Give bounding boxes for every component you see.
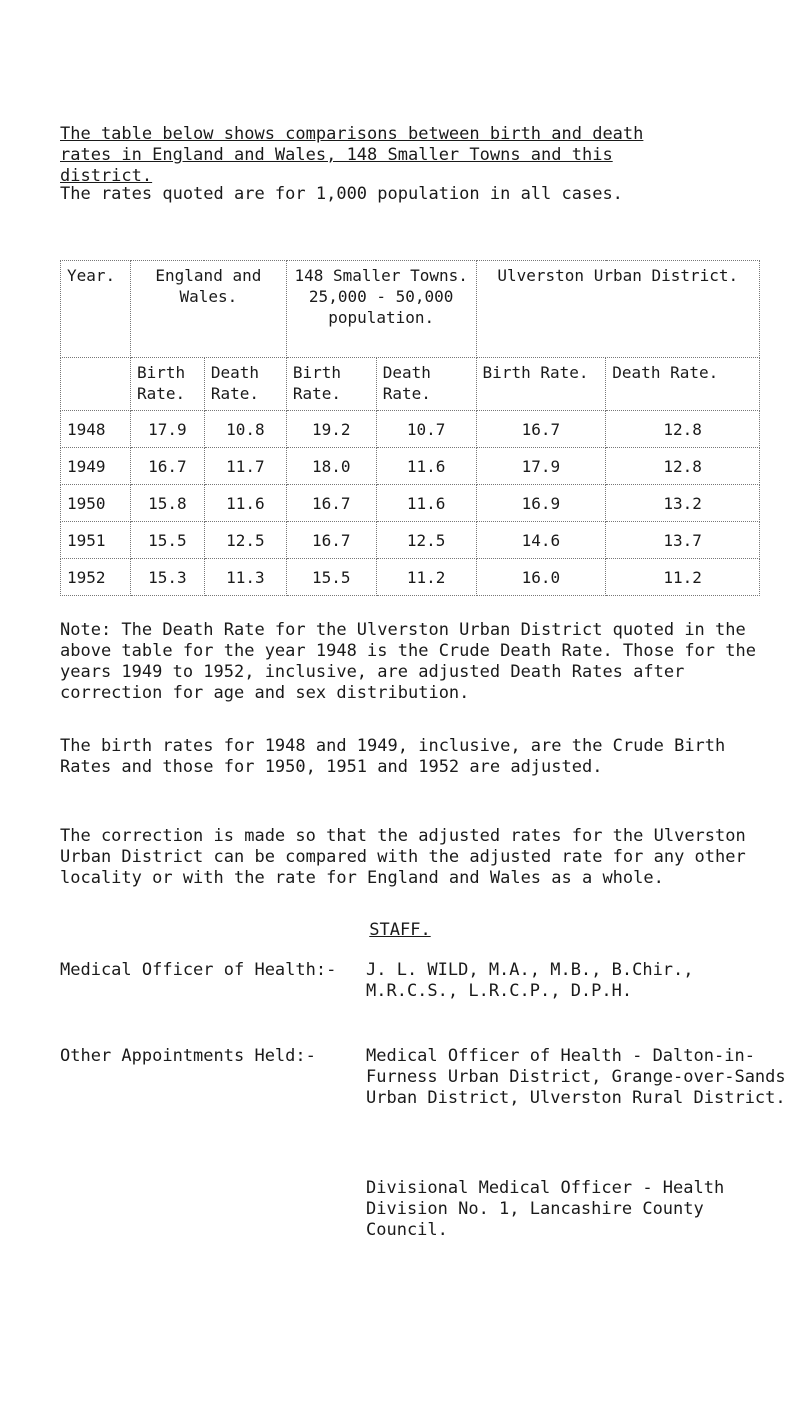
table-row [61,411,760,448]
year-cell: 1952 [61,559,131,596]
table-header-row [61,261,760,358]
intro-line-1: The table below shows comparisons between birth and death [60,124,644,144]
rate-cell: 11.2 [606,559,760,596]
rate-cell: 10.8 [204,411,286,448]
table-row [61,522,760,559]
group-header-england-wales: England and Wales. [130,261,286,358]
staff-heading-text: STAFF. [369,920,431,940]
subheader-cell: Death Rate. [204,358,286,411]
table-row [61,485,760,522]
moh-label: Medical Officer of Health:- [60,960,337,980]
rate-cell: 16.7 [286,485,376,522]
rate-cell: 11.6 [204,485,286,522]
year-cell: 1948 [61,411,131,448]
rate-cell: 15.3 [130,559,204,596]
rates-note: The rates quoted are for 1,000 population in all cases. [60,184,623,204]
rate-cell: 16.7 [130,448,204,485]
rates-table [60,260,760,596]
rate-cell: 10.7 [376,411,476,448]
staff-heading [0,920,800,941]
rate-cell: 15.5 [130,522,204,559]
table-subheader-row [61,358,760,411]
rate-cell: 14.6 [476,522,606,559]
rate-cell: 15.5 [286,559,376,596]
group-header-ulverston: Ulverston Urban District. [476,261,759,358]
birth-rates-paragraph: The birth rates for 1948 and 1949, inclusive, are the Crude Birth Rates and those for 1950, 1951 and 1952 are adjusted. [60,736,726,777]
rate-cell: 16.7 [286,522,376,559]
intro-paragraph [60,124,780,187]
other-appointment-1: Medical Officer of Health - Dalton-in-Furness Urban District, Grange-over-Sands Urban District, Ulverston Rural District. [366,1046,786,1108]
rate-cell: 11.7 [204,448,286,485]
intro-line-3: district. [60,166,153,186]
rate-cell: 19.2 [286,411,376,448]
rate-cell: 12.8 [606,448,760,485]
year-cell: 1949 [61,448,131,485]
year-cell: 1950 [61,485,131,522]
other-appointment-2: Divisional Medical Officer - Health Division No. 1, Lancashire County Council. [366,1178,725,1240]
subheader-cell: Birth Rate. [286,358,376,411]
blank-cell [61,358,131,411]
moh-value: J. L. WILD, M.A., M.B., B.Chir., M.R.C.S., L.R.C.P., D.P.H. [366,960,694,1001]
rate-cell: 11.6 [376,485,476,522]
subheader-cell: Birth Rate. [476,358,606,411]
subheader-cell: Death Rate. [606,358,760,411]
rate-cell: 17.9 [130,411,204,448]
table-row [61,559,760,596]
note-paragraph: Note: The Death Rate for the Ulverston Urban District quoted in the above table for the year 1948 is the Crude Death Rate. Those for the years 1949 to 1952, inclusive, are adjusted Death Rates after correction for age and sex distribution. [60,620,756,703]
rate-cell: 13.7 [606,522,760,559]
subheader-cell: Death Rate. [376,358,476,411]
rate-cell: 16.0 [476,559,606,596]
year-cell: 1951 [61,522,131,559]
rate-cell: 11.2 [376,559,476,596]
rate-cell: 12.5 [204,522,286,559]
intro-line-2: rates in England and Wales, 148 Smaller Towns and this [60,145,613,165]
correction-paragraph: The correction is made so that the adjusted rates for the Ulverston Urban District can be compared with the adjusted rate for any other locality or with the rate for England and Wales as a whole. [60,826,746,888]
rate-cell: 12.5 [376,522,476,559]
rate-cell: 12.8 [606,411,760,448]
group-header-smaller-towns: 148 Smaller Towns. 25,000 - 50,000 population. [286,261,476,358]
rate-cell: 17.9 [476,448,606,485]
rate-cell: 16.7 [476,411,606,448]
year-header: Year. [61,261,131,358]
rate-cell: 15.8 [130,485,204,522]
table-row [61,448,760,485]
rate-cell: 16.9 [476,485,606,522]
rate-cell: 11.6 [376,448,476,485]
rate-cell: 18.0 [286,448,376,485]
other-appointments-label: Other Appointments Held:- [60,1046,316,1066]
rate-cell: 13.2 [606,485,760,522]
rate-cell: 11.3 [204,559,286,596]
subheader-cell: Birth Rate. [130,358,204,411]
